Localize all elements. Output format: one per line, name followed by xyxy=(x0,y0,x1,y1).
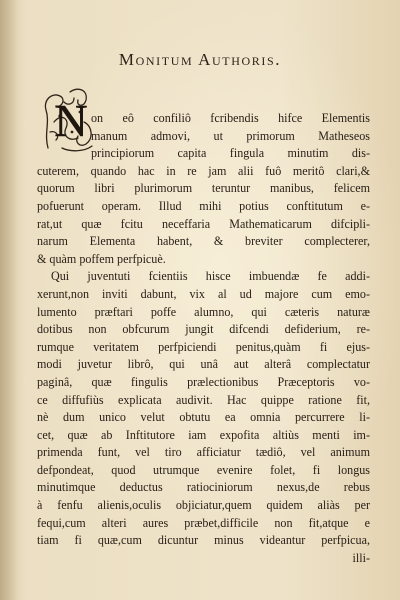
text-line: & quàm poffem perfpicuè. xyxy=(37,251,166,266)
text-line: rumque veritatem perfpiciendi penitus,quàm fi ejus- xyxy=(37,339,370,354)
text-line: principiorum capita fingula minutim dis- xyxy=(91,146,370,161)
catchword: illi- xyxy=(352,550,370,565)
page-body-text xyxy=(37,110,370,567)
text-line: rat,ut quæ fcitu neceffaria Mathematicarum difcipli- xyxy=(37,216,370,231)
text-line: minutimque deductus ratiociniorum nexus,de rebus xyxy=(37,480,370,495)
text-line: cet, quæ ab Inftitutore iam expofita altiùs menti im- xyxy=(37,427,370,442)
text-line: cuterem, quando hac in re jam alii fuô meritô clari,& xyxy=(37,163,370,178)
text-line: à fenfu alienis,oculis objiciatur,quem quidem aliàs per xyxy=(37,498,370,513)
text-line: paginâ, quæ fingulis prælectionibus Præceptoris vo- xyxy=(37,374,370,389)
text-line: dotibus non obfcurum jungit difcendi defiderium, re- xyxy=(37,322,370,337)
text-line: quorum libri plurimorum teruntur manibus, felicem xyxy=(37,181,370,196)
text-line: nè dum unico velut obtutu ea omnia percurrere li- xyxy=(37,410,370,425)
text-line: tiam fi quæ,cum dicuntur minus videantur perfpicua, xyxy=(37,533,370,548)
page-heading: Monitum Authoris. xyxy=(118,50,282,69)
text-line: fequi,cum alteri aures præbet,difficile non fit,atque e xyxy=(37,515,370,530)
text-line: ce diffufiùs explicata audivit. Hac quippe ratione fit, xyxy=(37,392,370,407)
text-line: xerunt,non inviti dabunt, vix al ud majore cum emo- xyxy=(37,286,370,301)
text-line: pofuerunt operam. Illud mihi potius conftitutum e- xyxy=(37,198,370,213)
text-line: defpondeat, quod utrumque evenire folet, fi longus xyxy=(37,462,370,477)
text-line: primenda funt, vel tiro afficiatur tædiô, vel animum xyxy=(37,445,370,460)
text-line: modi juvetur librô, qui unâ aut alterâ complectatur xyxy=(37,357,370,372)
text-line: narum Elementa habent, & breviter complecterer, xyxy=(37,234,370,249)
text-line: Qui juventuti fcientiis hisce imbuendæ fe addi- xyxy=(51,269,370,284)
text-line: on eô confiliô fcribendis hifce Elementis xyxy=(91,111,370,125)
initial-letter-glyph: N xyxy=(54,95,88,146)
text-line: manum admovi, ut primorum Matheseos xyxy=(91,128,370,143)
text-line: lumento præftari poffe alumno, qui cæteris naturæ xyxy=(37,304,370,319)
